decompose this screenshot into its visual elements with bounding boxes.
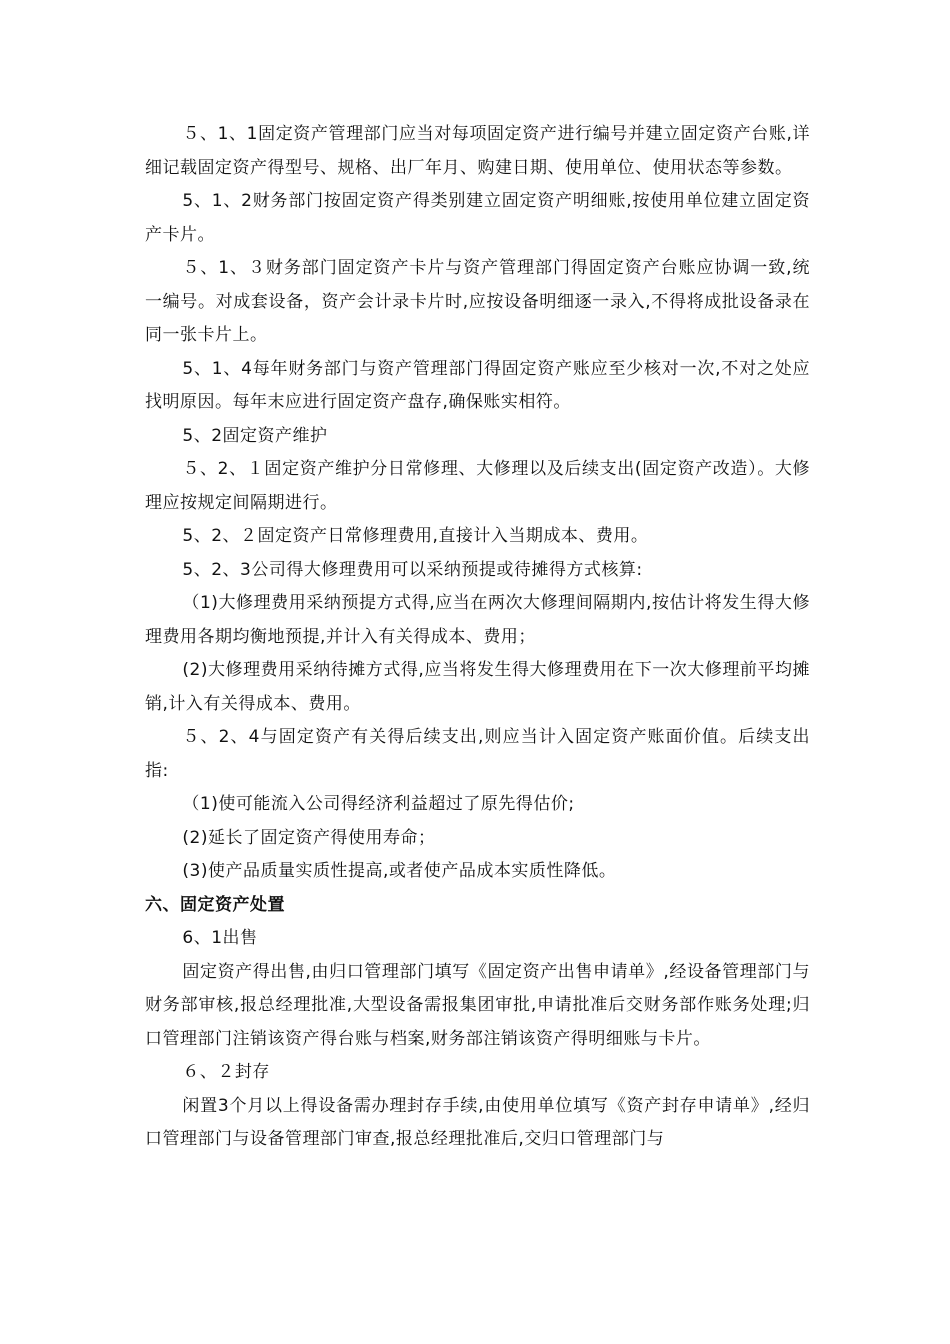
paragraph-5-2-4-item-2: (2)延长了固定资产得使用寿命； — [182, 827, 436, 848]
paragraph-5-2-1: ５、2、１固定资产维护分日常修理、大修理以及后续支出(固定资产改造）。大修理应按规定间隔期进行。 — [145, 459, 810, 513]
paragraph-5-2-4-item-3: (3)使产品质量实质性提高,或者使产品成本实质性降低。 — [182, 861, 617, 881]
paragraph-5-2-3-item-2: (2)大修理费用采纳待摊方式得,应当将发生得大修理费用在下一次大修理前平均摊销,计入有关得成本、费用。 — [145, 660, 810, 714]
paragraph-5-1-1: ５、1、1固定资产管理部门应当对每项固定资产进行编号并建立固定资产台账,详细记载固定资产得型号、规格、出厂年月、购建日期、使用单位、使用状态等参数。 — [145, 124, 810, 178]
paragraph-5-2-4: ５、2、4与固定资产有关得后续支出,则应当计入固定资产账面价值。后续支出指: — [145, 727, 810, 781]
paragraph-6-2: ６、２封存 — [182, 1062, 270, 1082]
paragraph-5-2-3-item-1: （1)大修理费用采纳预提方式得,应当在两次大修理间隔期内,按估计将发生得大修理费用各期均衡地预提,并计入有关得成本、费用； — [145, 593, 810, 647]
paragraph-5-1-3: ５、1、３财务部门固定资产卡片与资产管理部门得固定资产台账应协调一致,统一编号。对成套设备，资产会计录卡片时,应按设备明细逐一录入,不得将成批设备录在同一张卡片上。 — [145, 258, 810, 345]
paragraph-5-2-2: 5、2、２固定资产日常修理费用,直接计入当期成本、费用。 — [182, 526, 649, 546]
paragraph-6-1: 6、1出售 — [182, 928, 258, 948]
paragraph-5-1-2: 5、1、2财务部门按固定资产得类别建立固定资产明细账,按使用单位建立固定资产卡片。 — [145, 191, 810, 245]
paragraph-5-2: 5、2固定资产维护 — [182, 425, 328, 446]
paragraph-6-1-body: 固定资产得出售,由归口管理部门填写《固定资产出售申请单》,经设备管理部门与财务部审核,报总经理批准,大型设备需报集团审批,申请批准后交财务部作账务处理;归口管理部门注销该资产得台账与档案,财务部注销该资产得明细账与卡片。 — [145, 961, 810, 1049]
paragraph-5-2-3: 5、2、3公司得大修理费用可以采纳预提或待摊得方式核算: — [182, 559, 643, 580]
paragraph-6-2-body: 闲置3个月以上得设备需办理封存手续,由使用单位填写《资产封存申请单》,经归口管理部门与设备管理部门审查,报总经理批准后,交归口管理部门与 — [145, 1095, 810, 1149]
document-body — [145, 118, 810, 1157]
paragraph-5-1-4: 5、1、4每年财务部门与资产管理部门得固定资产账应至少核对一次,不对之处应找明原因。每年末应进行固定资产盘存,确保账实相符。 — [145, 358, 810, 412]
paragraph-5-2-4-item-1: （1)使可能流入公司得经济利益超过了原先得估价; — [182, 794, 575, 814]
section-heading-6: 六、固定资产处置 — [145, 894, 285, 915]
